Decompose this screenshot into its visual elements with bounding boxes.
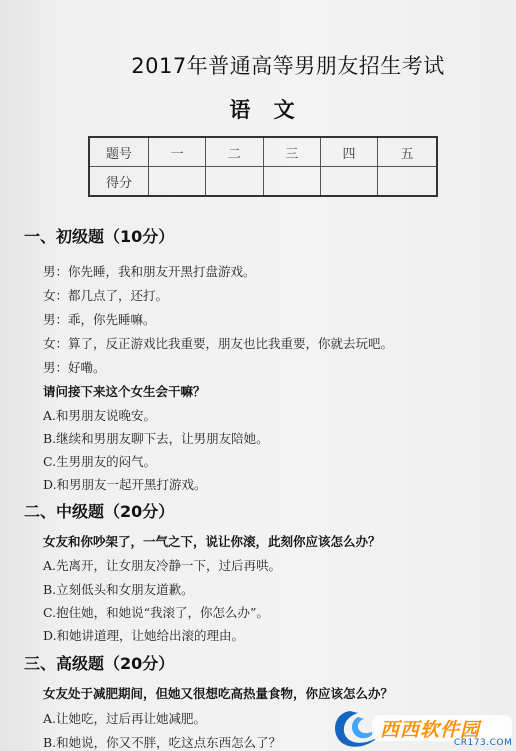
question-text: 女友和你吵架了，一气之下，说让你滚，此刻你应该怎么办？ [43,534,381,549]
score-cell [263,167,320,197]
score-cell: 得分 [89,167,149,197]
answer-option: B.继续和男朋友聊下去，让男朋友陪她。 [43,431,269,446]
score-cell: 四 [320,137,377,167]
answer-option: A.和男朋友说晚安。 [43,408,157,423]
score-cell [320,167,377,197]
dialogue-line: 男：你先睡，我和朋友开黑打盘游戏。 [43,264,256,279]
answer-option: B.和她说，你又不胖，吃这点东西怎么了？ [43,735,282,750]
watermark-brand: 西西软件园 [380,719,481,741]
answer-option: C.生男朋友的闷气。 [43,454,157,469]
question-text: 请问接下来这个女生会干嘛？ [43,384,206,399]
score-table-row-score [89,167,437,197]
answer-option: D.和男朋友一起开黑打游戏。 [43,477,207,492]
answer-option: A.让她吃，过后再让她减肥。 [43,711,207,726]
section-heading: 一、初级题（10分） [24,227,175,246]
score-table [88,136,438,197]
subject-title: 语 文 [229,98,303,122]
watermark-logo [328,703,516,751]
answer-option: A.先离开，让女朋友冷静一下，过后再哄。 [43,558,282,573]
dialogue-line: 男：好嘞。 [43,360,106,375]
exam-title: 2017年普通高等男朋友招生考试 [131,54,445,78]
score-table-row-number [89,137,437,167]
score-cell: 一 [149,137,206,167]
dialogue-line: 男：乖，你先睡嘛。 [43,312,156,327]
dialogue-line: 女：算了，反正游戏比我重要，朋友也比我重要，你就去玩吧。 [43,336,394,351]
section-heading: 二、中级题（20分） [24,502,175,521]
score-cell [149,167,206,197]
question-text: 女友处于减肥期间，但她又很想吃高热量食物，你应该怎么办？ [43,686,394,701]
watermark-url: CR173.COM [454,738,513,748]
answer-option: D.和她讲道理，让她给出滚的理由。 [43,628,245,643]
score-cell: 五 [378,137,437,167]
dialogue-line: 女：都几点了，还打。 [43,288,169,303]
score-cell [206,167,263,197]
answer-option: C.抱住她，和她说“我滚了，你怎么办”。 [43,605,269,620]
score-cell: 三 [263,137,320,167]
answer-option: B.立刻低头和女朋友道歉。 [43,582,194,597]
section-heading: 三、高级题（20分） [24,654,175,673]
score-cell [378,167,437,197]
score-cell: 题号 [89,137,149,167]
score-cell: 二 [206,137,263,167]
